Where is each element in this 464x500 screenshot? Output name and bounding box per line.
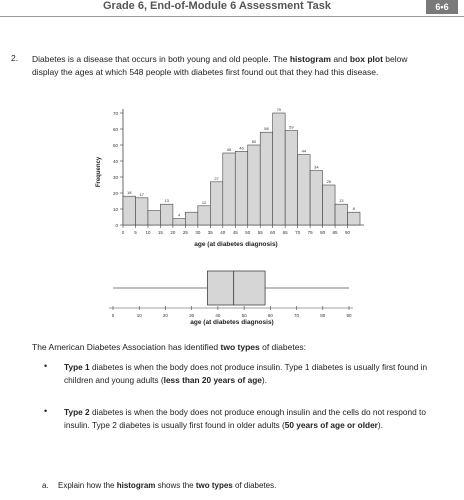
module-badge: 6•6 [426,0,458,14]
boxplot-x-tick-label: 0 [111,313,115,318]
parta-bold: two types [195,481,233,490]
intro-part: The American Diabetes Association has identified [32,342,221,352]
parta-part: of diabetes. [232,481,277,490]
qtext-bold-boxplot: box plot [349,54,383,64]
boxplot-box [207,271,265,305]
boxplot-x-axis-label: age (at diabetes diagnosis) [190,319,274,326]
histogram-y-tick-label: 70 [112,111,118,116]
histogram-y-tick-label: 60 [112,127,118,132]
histogram-y-tick-label: 30 [112,175,118,180]
types-intro [32,342,306,352]
boxplot-x-tick-label: 90 [346,313,352,318]
histogram-data-label: 58 [264,126,269,132]
bullet-bold: 50 years of age or older [284,420,378,430]
qtext-part: below display the ages at which 548 people with diabetes first found out that they had this disease. [32,54,408,77]
histogram-y-tick-label: 10 [112,207,118,212]
histogram-data-label: 25 [326,179,332,184]
bullet-bold: Type 1 [64,362,90,372]
bullet-type1 [64,361,434,387]
histogram-data-label: 44 [301,148,307,154]
histogram-y-axis-label: Frequency [96,156,102,188]
boxplot-x-tick-label: 40 [215,313,221,318]
histogram-data-label: 50 [251,139,257,144]
histogram-x-tick-label: 80 [320,230,326,235]
part-a-label: a. [42,481,49,490]
histogram-x-tick-label: 0 [121,230,125,235]
histogram-y-tick-label: 20 [112,191,118,196]
histogram-x-tick-label: 50 [245,230,251,235]
histogram-x-tick-label: 65 [282,230,288,235]
histogram-x-tick-label: 35 [207,230,213,235]
histogram-data-label: 27 [214,175,219,181]
histogram-x-tick-label: 5 [134,230,137,235]
histogram-x-tick-label: 10 [145,230,151,235]
question-number: 2. [11,53,19,63]
bullet-bold: Type 2 [64,407,90,417]
boxplot-x-tick-label: 70 [294,313,300,318]
qtext-part: Diabetes is a disease that occurs in both young and old people. The [32,54,290,64]
histogram-x-tick-label: 45 [232,230,238,235]
histogram-x-tick-label: 70 [295,230,301,235]
histogram-x-tick-label: 15 [157,230,163,235]
histogram-data-label: 18 [127,190,132,196]
parta-part: shows the [155,481,196,490]
part-a-prompt [58,481,276,490]
boxplot-x-tick-label: 30 [189,313,195,318]
parta-bold: histogram [116,481,156,490]
histogram-data-label: 13 [164,198,169,204]
histogram-x-tick-label: 85 [332,230,338,235]
histogram-x-tick-label: 75 [307,230,313,235]
bullet-part: diabetes is when the body does not produce insulin. Type 1 diabetes is usually first found in children and young adults ( [64,362,428,385]
histogram-data-label: 8 [352,206,355,212]
histogram-data-label: 59 [289,124,294,130]
histogram-data-label: 45 [226,147,232,152]
histogram-x-tick-label: 60 [270,230,276,235]
histogram-x-tick-label: 20 [170,230,176,235]
histogram-x-tick-label: 30 [195,230,201,235]
header-title: Grade 6, End-of-Module 6 Assessment Task [102,0,331,12]
histogram-x-tick-label: 25 [182,230,188,235]
parta-part: Explain how the [58,481,117,490]
boxplot-x-tick-label: 80 [320,313,326,318]
histogram-y-tick-label: 50 [112,143,118,148]
histogram-data-label: 34 [314,164,319,170]
bullet-bold: less than 20 years of age [163,375,262,385]
intro-part: of diabetes: [259,342,307,352]
bullet-type2 [64,406,434,432]
histogram-data-label: 70 [276,107,282,112]
intro-bold: two types [220,342,260,352]
histogram-data-label: 17 [139,191,144,197]
bullet-part: diabetes is when the body does not produce enough insulin and the cells do not respond to insulin. Type 2 diabetes is usually first found in older adults ( [64,407,426,430]
histogram-y-tick-label: 40 [112,159,118,164]
bullet-symbol: • [44,361,48,371]
histogram-data-label: 12 [201,199,207,205]
boxplot-x-tick-label: 50 [241,313,247,318]
histogram-data-label: 13 [339,198,344,204]
bullet-part: ). [377,420,383,430]
bullet-symbol: • [44,406,48,416]
histogram-x-axis-label: age (at diabetes diagnosis) [194,241,278,248]
histogram-data-label: 46 [239,145,244,151]
histogram-data-label: 4 [178,212,181,218]
boxplot-x-tick-label: 20 [162,313,168,318]
qtext-bold-histogram: histogram [289,54,331,64]
histogram-x-tick-label: 55 [257,230,263,235]
histogram-y-tick-label: 0 [115,223,118,228]
bullet-part: ). [261,375,267,385]
histogram-x-tick-label: 40 [220,230,226,235]
boxplot-x-tick-label: 10 [136,313,142,318]
qtext-part: and [330,54,350,64]
boxplot-x-tick-label: 60 [267,313,273,318]
histogram-x-tick-label: 90 [345,230,351,235]
